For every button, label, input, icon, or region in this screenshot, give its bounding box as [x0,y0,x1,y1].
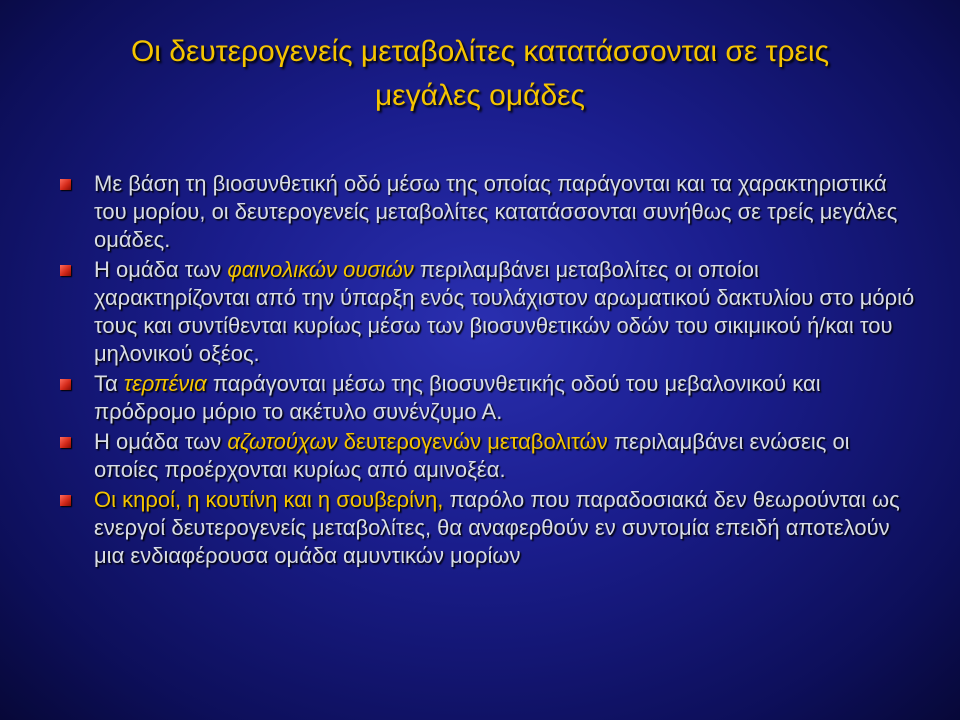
square-bullet-icon [60,495,71,506]
bullet-text-pre: Η ομάδα των [94,429,228,454]
bullet-text-post: περιλαμβάνει ενώσεις οι οποίες προέρχονται κυρίως από αμινοξέα. [94,429,850,482]
bullet-item-3 [58,370,918,426]
square-bullet-icon [60,179,71,190]
bullet-item-4 [58,428,918,484]
highlight-nitrogenous: αζωτούχων [227,429,338,454]
slide-title-line-2: μεγάλες ομάδες [374,79,585,112]
square-bullet-icon [60,437,71,448]
bullet-list [58,170,918,570]
bullet-text-pre: Τα [94,371,124,396]
bullet-text-post: παράγονται μέσω της βιοσυνθετικής οδού του μεβαλονικού και πρόδρομο μόριο το ακέτυλο συνένζυμο Α. [94,371,821,424]
bullet-item-5 [58,486,918,570]
bullet-text-pre: Η ομάδα των [94,257,228,282]
square-bullet-icon [60,379,71,390]
highlight-waxes: Οι κηροί, η κουτίνη και η σουβερίνη, [94,487,444,512]
highlight-terpenes: τερπένια [123,371,207,396]
bullet-text-post: παρόλο που παραδοσιακά δεν θεωρούνται ως ενεργοί δευτερογενείς μεταβολίτες, θα αναφερθούν εν συντομία επειδή αποτελούν μια ενδιαφέρουσα ομάδα αμυντικών μορίων [94,487,900,568]
bullet-item-2 [58,256,918,368]
highlight-secondary-metabolites: δευτερογενών μεταβολιτών [337,429,608,454]
highlight-phenolic: φαινολικών ουσιών [227,257,414,282]
slide-title [40,30,920,118]
bullet-text: Με βάση τη βιοσυνθετική οδό μέσω της οποίας παράγονται και τα χαρακτηριστικά του μορίου, οι δευτερογενείς μεταβολίτες κατατάσσονται συνήθως σε τρείς μεγάλες ομάδες. [94,171,898,252]
square-bullet-icon [60,265,71,276]
slide-title-line-1: Οι δευτερογενείς μεταβολίτες κατατάσσονται σε τρεις [130,35,830,68]
bullet-item-1 [58,170,918,254]
bullet-text-post: περιλαμβάνει μεταβολίτες οι οποίοι χαρακτηρίζονται από την ύπαρξη ενός τουλάχιστον αρωματικού δακτυλίου στο μόριό τους και συντίθενται κυρίως μέσω των βιοσυνθετικών οδών του σικιμικού ή/και του μηλονικού οξέος. [94,257,915,366]
